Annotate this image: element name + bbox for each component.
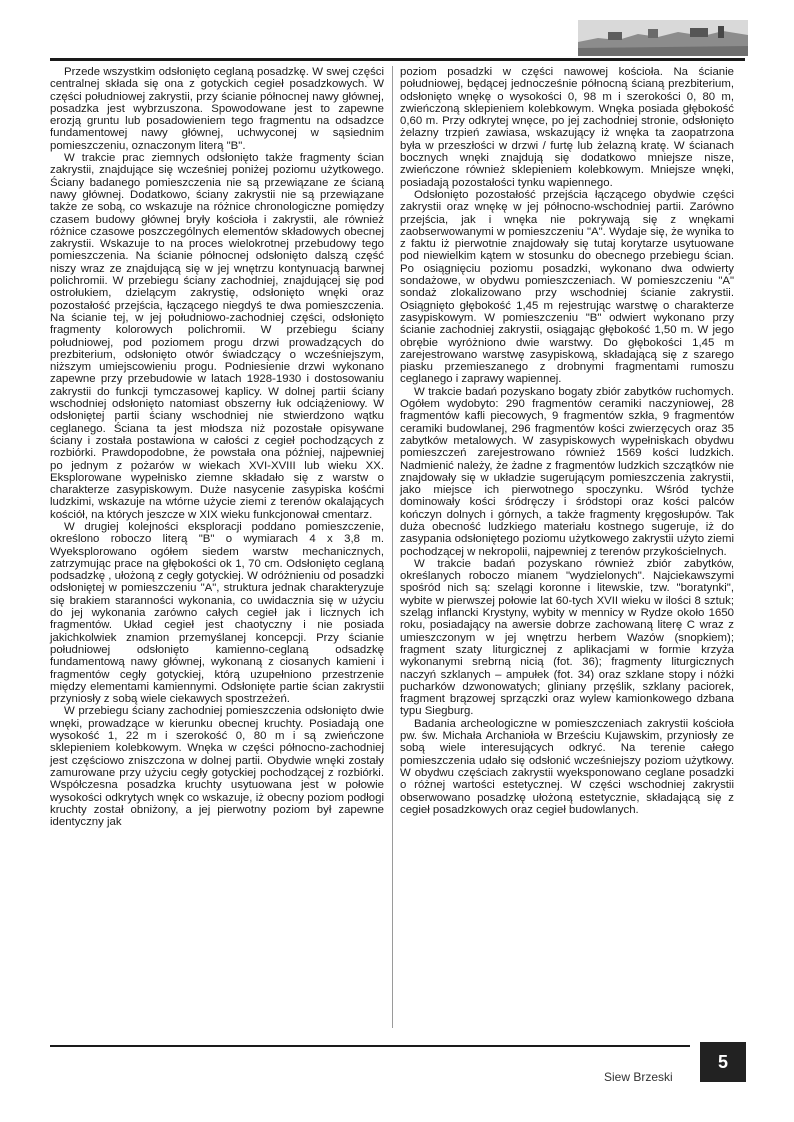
paragraph: Badania archeologiczne w pomieszczeniach zakrystii kościoła pw. św. Michała Archanioła w Brześciu Kujawskim, przyniosły ze sobą wiele interesujących odkryć. Na terenie całego pomieszczenia udało się odsłonić wcześniejszy poziom użytkowy. W obydwu częściach zakrystii wyeksponowano ceglane posadzki o różnej wartości estetycznej. W części wschodniej zakrystii obserwowano posadzkę ułożoną estetycznie, składającą się z cegieł posadzkowych oraz cegieł budowlanych. — [400, 717, 734, 816]
paragraph: Przede wszystkim odsłonięto ceglaną posadzkę. W swej części centralnej składa się ona z gotyckich cegieł posadzkowych. W części południowej zakrystii, przy ścianie północnej nawy głównej, posadzka jest wybrzuszona. Spowodowane jest to zapewne erozją gruntu lub posadowieniem tego fragmentu na odsadzce fundamentowej nawy głównej, uchwyconej w sąsiednim pomieszczeniu, oznaczonym literą "B". — [50, 66, 384, 152]
paragraph: W trakcie badań pozyskano bogaty zbiór zabytków ruchomych. Ogółem wydobyto: 290 fragmentów ceramiki naczyniowej, 28 fragmentów kafli piecowych, 9 fragmentów szkła, 9 fragmentów ceramiki budowlanej, 296 fragmentów kości zwierzęcych oraz 35 zabytków metalowych. W zasypiskowych wypełniskach obydwu pomieszczeń zarejestrowano również 1569 kości ludzkich. Nadmienić należy, że żadne z fragmentów ludzkich szczątków nie znajdowały się w układzie sugerującym pomieszczenia zakrystii, jako miejsce ich pierwotnego spoczynku. Wśród tychże dominowały kości śródręczy i śródstopi oraz kości palców kończyn dolnych i górnych, a także fragmenty kręgosłupów. Tak duża obecność ludzkiego materiału kostnego sugeruje, iż do zasypania odsłoniętego poziomu użytkowego zakrystii użyto ziemi pochodzącej w nekropolii, najpewniej z terenów przykościelnych. — [400, 385, 734, 558]
paragraph: W trakcie badań pozyskano również zbiór zabytków, określanych roboczo mianem "wydzielonych". Najciekawszymi spośród nich są: szelągi koronne i litewskie, tzw. "boratynki", wybite w pierwszej połowie lat 60-tych XVII wieku w ilości 8 sztuk; szeląg inflancki Krystyny, wybity w mennicy w Rydze około 1650 roku, posiadający na awersie dobrze zachowaną literę C wraz z umieszczonym w jej wnętrzu herbem Wazów (snopkiem); fragment szaty liturgicznej z aplikacjami w formie krzyża wykonanymi srebrną nicią (fot. 36); fragmenty liturgicznych naczyń szklanych – ampułek (fot. 34) oraz szklane stopy i nóżki pucharków dzwonowatych; gliniany przęślik, szklany paciorek, fragment brązowej sprzączki oraz wylew kamionkowego dzbana typu Siegburg. — [400, 557, 734, 718]
article-body — [50, 66, 742, 1036]
paragraph: W przebiegu ściany zachodniej pomieszczenia odsłonięto dwie wnęki, prowadzące w kierunku obecnej kruchty. Posiadają one wysokość 1, 22 m i szerokość 0, 80 m i są zwieńczone sklepieniem kolebkowym. Wnęka w części północno-zachodniej jest częściowo zniszczona w dolnej partii. Obydwie wnęki zostały zamurowane przy użyciu cegły gotyckiej pochodzącej z rozbiórki. Współczesna posadzka kruchty usytuowana jest w połowie wysokości odkrytych wnęk co wskazuje, iż obecny poziom podłogi kruchty został obniżony, a jej pierwotny poziom był zapewne identyczny jak — [50, 705, 384, 829]
footer-rule — [50, 1045, 690, 1047]
column-divider — [392, 66, 393, 1028]
page-number: 5 — [700, 1042, 746, 1082]
header-rule — [50, 58, 745, 61]
paragraph-continued: poziom posadzki w części nawowej kościoła. Na ścianie południowej, będącej jednocześnie północną ścianą prezbiterium, odsłonięto wnękę o wysokości 0, 98 m i szerokości 0, 80 m, zwieńczoną sklepieniem kolebkowym. Wnęka posiada głębokość 0,60 m. Przy odkrytej wnęce, po jej zachodniej stronie, odsłonięto żelazny trzpień zawiasa, wskazujący iż wnęka ta zaopatrzona była w przeszłości w drzwi / furtę lub żelazną kratę. W ścianach bocznych wnęki znajdują się dodatkowo mniejsze nisze, zwieńczone również sklepieniem kolebkowym. Mniejsze wnęki, posiadają pozostałości tynku wapiennego. — [400, 66, 734, 189]
left-column — [50, 66, 384, 828]
right-column — [400, 66, 734, 816]
paragraph: Odsłonięto pozostałość przejścia łączącego obydwie części zakrystii oraz wnękę w jej północno-wschodniej partii. Zarówno przejścia, jak i wnęka nie pokrywają się z wnękami zaobserwowanymi w pomieszczeniu "A". Wydaje się, że wynika to z faktu iż pierwotnie znajdowały się tutaj korytarze usytuowane pod niewielkim kątem w stosunku do obecnego przebiegu ścian. Po osiągnięciu poziomu posadzki, wykonano dwa odwierty sondażowe, w obydwu pomieszczeniach. W pomieszczeniu "A" sondaż zlokalizowano przy wschodniej ścianie zakrystii. Osiągnięto głębokość 1,45 m rejestrując warstwę o charakterze zasypiskowym. W pomieszczeniu "B" odwiert wykonano przy ścianie zachodniej zakrystii, osiągając głębokość 1,50 m. W jego obrębie wyróżniono dwie warstwy. Do głębokości 1,45 m zarejestrowano warstwę zasypiskową, składającą się z szarego piasku przemieszanego z drobnymi fragmentami rumoszu ceglanego i zaprawy wapiennej. — [400, 188, 734, 386]
publication-title: Siew Brzeski — [604, 1070, 673, 1084]
header-landscape-image — [578, 20, 748, 56]
paragraph: W drugiej kolejności eksploracji poddano pomieszczenie, określono roboczo literą "B" o wymiarach 4 x 3,8 m. Wyeksplorowano ogółem siedem warstw mechanicznych, zatrzymując prace na głębokości ok 1, 70 cm. Odsłonięto ceglaną podsadzkę , ułożoną z cegły gotyckiej. W odróżnieniu od posadzki odsłoniętej w pomieszczeniu "A", struktura jednak charakteryzuje się brakiem staranności wykonania, co uwidacznia się w użyciu do jej wykonania zarówno całych cegieł jak i licznych ich fragmentów. Układ cegieł jest chaotyczny i nie posiada jakichkolwiek znamion przemyślanej koncepcji. Przy ścianie południowej odsłonięto kamienno-ceglaną odsadzkę fundamentową nawy głównej, wykonaną z ciosanych kamieni i fragmentów cegły gotyckiej, którą uzupełniono przestrzenie między elementami kamiennymi. Odsłonięte partie ścian zakrystii przyniosły z sobą wiele ciekawych spostrzeżeń. — [50, 520, 384, 706]
paragraph: W trakcie prac ziemnych odsłonięto także fragmenty ścian zakrystii, znajdujące się wcześniej poniżej poziomu użytkowego. Ściany badanego pomieszczenia nie są przewiązane ze ścianą nawy głównej. Dodatkowo, ściany zakrystii nie są przewiązane także ze sobą, co wskazuje na różnice chronologiczne pomiędzy czasem budowy głównej bryły kościoła i zakrystii, ale również różnice czasowe poszczególnych elementów składowych obecnej zakrystii. Wskazuje to na proces wielokrotnej przebudowy tego pomieszczenia. Na ścianie północnej odsłonięto dalszą część niszy wraz ze znajdującą się w jej wnętrzu kontynuacją barwnej polichromii. W przebiegu ściany zachodniej, znajdującej się pod ostrołukiem, dzielącym zakrystię, odsłonięto wnęki oraz pozostałość przejścia, łączącego niegdyś te dwa pomieszczenia. Na ścianie tej, w jej południowo-zachodniej części, odsłonięto fragmenty kolorowych polichromii. W przebiegu ściany południowej, pod poziomem progu drzwi prowadzących do prezbiterium, odsłonięto otwór świadczący o wcześniejszym, niższym umiejscowieniu progu. Podniesienie drzwi wykonano zapewne przy przebudowie w latach 1928-1930 i dostosowaniu zakrystii do funkcji tymczasowej kaplicy. W dolnej partii ściany wschodniej odsłonięto natomiast obszerny łuk odciążeniowy. W odsłoniętej partii ściany wschodniej nie stwierdzono wątku ceglanego. Ściana ta jest młodsza niż pozostałe opisywane ściany i została postawiona w całości z cegieł pochodzących z rozbiórki. Prawdopodobne, że powstała ona później, najpewniej po jednym z pożarów w wiekach XVI-XVIII lub wieku XX. Eksplorowane wypełnisko ziemne składało się z warstw o charakterze zasypiskowym. Duże nasycenie zasypiska kośćmi ludzkimi, wskazuje na wtórne użycie ziemi z terenów okalających kościół, na których jeszcze w XIX wieku funkcjonował cmentarz. — [50, 152, 384, 521]
